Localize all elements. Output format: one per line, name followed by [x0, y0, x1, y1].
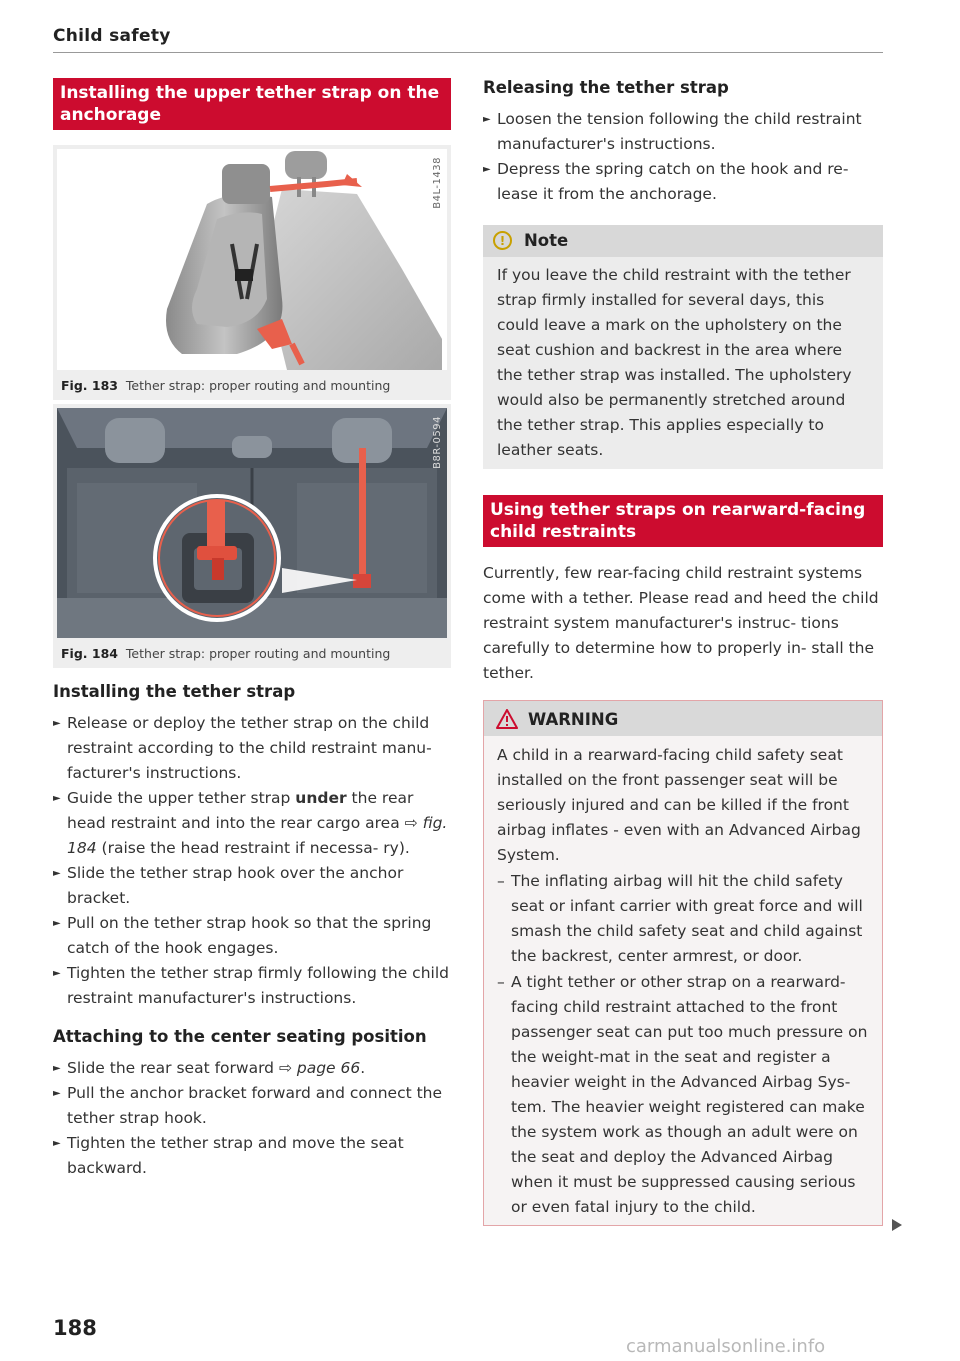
figure-183-caption: [57, 370, 447, 400]
page-header: [53, 26, 883, 53]
figure-183-image: [57, 149, 447, 370]
warning-header: [484, 701, 882, 736]
warning-title: WARNING: [528, 709, 619, 729]
chapter-title: Child safety: [53, 26, 171, 46]
install-step-3: ► Slide the tether strap hook over the anchor bracket.: [53, 861, 451, 911]
rear-seat-anchor-illustration: [57, 408, 447, 638]
release-step-2: ► Depress the spring catch on the hook and re- lease it from the anchorage.: [483, 157, 883, 207]
warning-point-2: – A tight tether or other strap on a rearward- facing child restraint attached to the front passenger seat can put too much pressure on the weight-mat in the seat and register a heavier weight in the Advanced Airbag Sys- tem. The heavier weight registered can make the system work as though an adult were on the seat and deploy the Advanced Airbag when it must be suppressed causing serious or even fatal injury to the child.: [497, 970, 872, 1220]
figure-184-code: B8R-0594: [432, 416, 443, 469]
fig-184-link[interactable]: ⇨ fig. 184: [67, 814, 448, 857]
install-step-4: ► Pull on the tether strap hook so that the spring catch of the hook engages.: [53, 911, 451, 961]
release-tether-heading: Releasing the tether strap: [483, 78, 729, 97]
center-step-2: ► Pull the anchor bracket forward and connect the tether strap hook.: [53, 1081, 451, 1131]
note-exclamation-icon: !: [493, 231, 512, 250]
section-heading-rearward: Using tether straps on rearward-facing child restraints: [483, 495, 883, 547]
release-step-1: ► Loosen the tension following the child restraint manufacturer's instructions.: [483, 107, 883, 157]
release-steps: [483, 107, 883, 207]
figure-184-caption-text: Tether strap: proper routing and mounting: [125, 646, 391, 661]
figure-183-caption-text: Tether strap: proper routing and mounting: [125, 378, 391, 393]
install-step-1: ► Release or deploy the tether strap on the child restraint according to the child restraint manu- facturer's instructions.: [53, 711, 451, 786]
continue-arrow-icon: [892, 1219, 902, 1231]
right-column: [483, 78, 883, 1226]
install-step-2: ► Guide the upper tether strap under the rear head restraint and into the rear cargo area ⇨ fig. 184 (raise the head restraint if necessa- ry).: [53, 786, 451, 861]
center-steps: [53, 1056, 451, 1181]
rearward-paragraph: Currently, few rear-facing child restraint systems come with a tether. Please read and heed the child restraint system manufacturer's instruc- tions carefully to determine how to properly in- stall the tether.: [483, 564, 879, 682]
install-steps: [53, 711, 451, 1011]
watermark: carmanualsonline.info: [626, 1336, 826, 1357]
figure-184-label: Fig. 184: [61, 646, 118, 661]
note-title: Note: [524, 231, 569, 250]
figure-183-label: Fig. 183: [61, 378, 118, 393]
figure-183-code: B4L-1438: [432, 157, 443, 209]
section-heading-upper-tether: Installing the upper tether strap on the anchorage: [53, 78, 451, 130]
warning-triangle-icon: [496, 709, 518, 729]
left-column: [53, 78, 451, 1181]
install-step-5: ► Tighten the tether strap firmly following the child restraint manufacturer's instructions.: [53, 961, 451, 1011]
figure-184-caption: [57, 638, 447, 668]
warning-box: [483, 700, 883, 1226]
figure-184: [53, 404, 451, 668]
warning-body: [484, 736, 882, 1225]
page-66-link[interactable]: ⇨ page 66: [278, 1059, 361, 1077]
figure-184-image: [57, 408, 447, 638]
note-box: [483, 225, 883, 469]
child-seat-illustration: [57, 149, 447, 370]
warning-point-1: – The inflating airbag will hit the child safety seat or infant carrier with great force and will smash the child safety seat and child against the backrest, center armrest, or door.: [497, 869, 872, 969]
figure-183: [53, 145, 451, 400]
warning-intro: A child in a rearward-facing child safety seat installed on the front passenger seat will be seriously injured and can be killed if the front airbag inflates - even with an Advanced Airbag System.: [497, 746, 861, 864]
page-number: 188: [53, 1316, 97, 1340]
center-seating-heading: Attaching to the center seating position: [53, 1027, 427, 1046]
note-header: [483, 225, 883, 257]
center-step-1: ► Slide the rear seat forward ⇨ page 66.: [53, 1056, 451, 1081]
center-step-3: ► Tighten the tether strap and move the seat backward.: [53, 1131, 451, 1181]
install-tether-heading: Installing the tether strap: [53, 682, 296, 701]
note-body: If you leave the child restraint with the tether strap firmly installed for several days, this could leave a mark on the upholstery on the seat cushion and backrest in the area where the tether strap was installed. The upholstery would also be permanently stretched around the tether strap. This applies especially to leather seats.: [497, 266, 852, 459]
